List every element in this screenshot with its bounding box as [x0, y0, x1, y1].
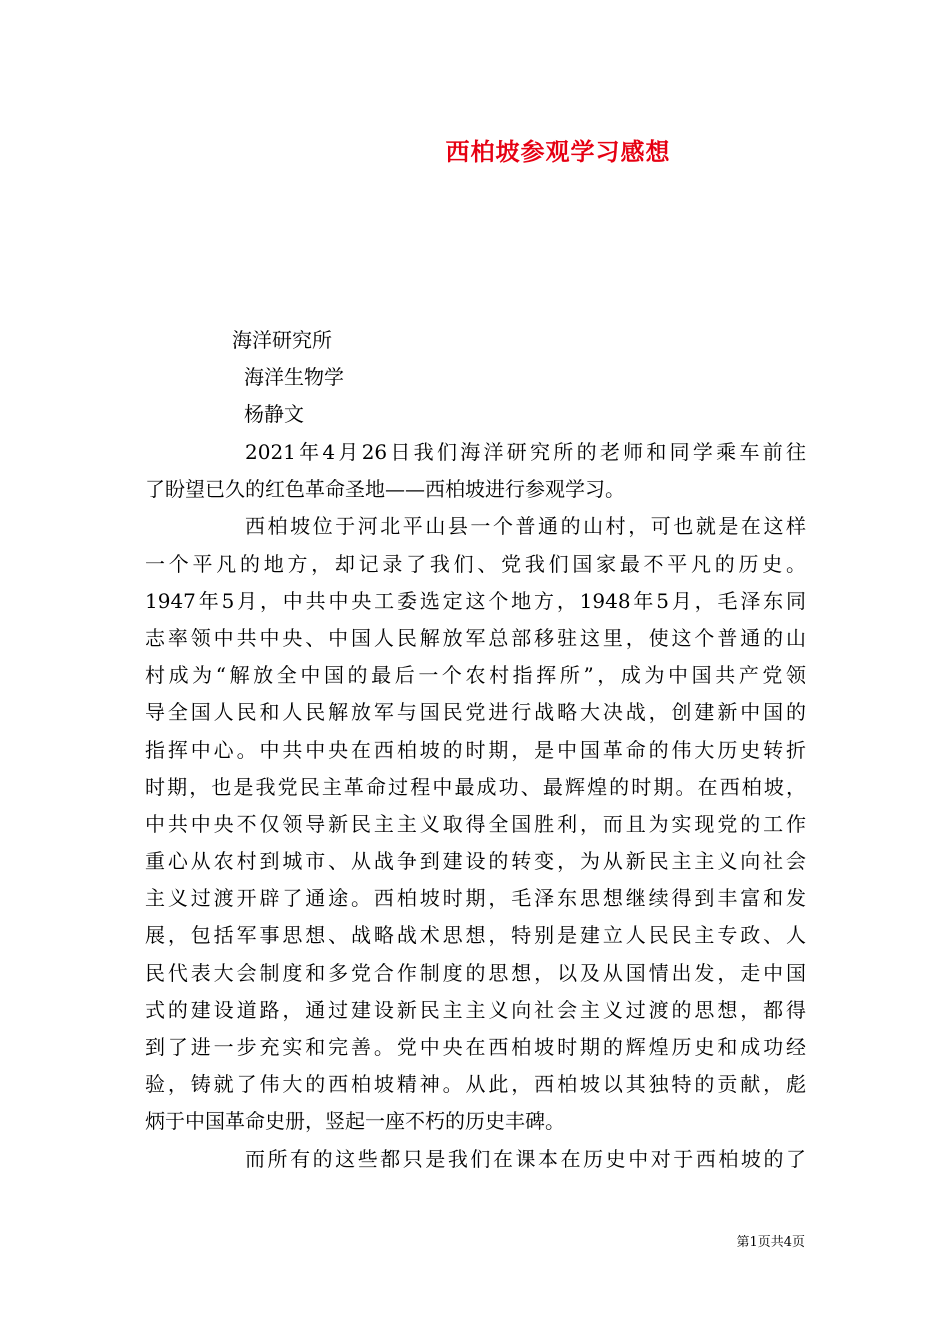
paragraph-2-line-6: 导全国人民和人民解放军与国民党进行战略大决战，创建新中国的 — [145, 700, 806, 725]
paragraph-1-line-1: 2021年4月26日我们海洋研究所的老师和同学乘车前往 — [245, 440, 806, 464]
paragraph-2-line-14: 式的建设道路，通过建设新民主主义向社会主义过渡的思想，都得 — [145, 997, 806, 1022]
paragraph-2-line-11: 主义过渡开辟了通途。西柏坡时期，毛泽东思想继续得到丰富和发 — [145, 886, 806, 911]
body-text — [145, 434, 806, 1178]
document-title: 西柏坡参观学习感想 — [445, 137, 671, 166]
paragraph-2-line-16: 验，铸就了伟大的西柏坡精神。从此，西柏坡以其独特的贡献，彪 — [145, 1072, 806, 1097]
department-line: 海洋研究所 — [232, 328, 332, 352]
paragraph-2-line-10: 重心从农村到城市、从战争到建设的转变，为从新民主主义向社会 — [145, 849, 806, 874]
paragraph-1-line-2: 了盼望已久的红色革命圣地——西柏坡进行参观学习。 — [145, 477, 625, 502]
paragraph-2-line-9: 中共中央不仅领导新民主主义取得全国胜利，而且为实现党的工作 — [145, 811, 806, 836]
page-number-footer: 第1页共4页 — [736, 1235, 805, 1250]
paragraph-2-line-4: 志率领中共中央、中国人民解放军总部移驻这里，使这个普通的山 — [145, 625, 806, 650]
paragraph-2-line-2: 一个平凡的地方，却记录了我们、党我们国家最不平凡的历史。 — [145, 551, 806, 576]
paragraph-2-line-17: 炳于中国革命史册，竖起一座不朽的历史丰碑。 — [145, 1109, 565, 1134]
paragraph-2-line-15: 到了进一步充实和完善。党中央在西柏坡时期的辉煌历史和成功经 — [145, 1035, 806, 1059]
paragraph-2-line-13: 民代表大会制度和多党合作制度的思想，以及从国情出发，走中国 — [145, 960, 806, 985]
major-line: 海洋生物学 — [244, 365, 344, 389]
paragraph-2-line-12: 展，包括军事思想、战略战术思想，特别是建立人民民主专政、人 — [145, 923, 806, 948]
paragraph-2-line-7: 指挥中心。中共中央在西柏坡的时期，是中国革命的伟大历史转折 — [145, 737, 806, 762]
paragraph-3-line-1: 而所有的这些都只是我们在课本在历史中对于西柏坡的了 — [245, 1146, 806, 1171]
paragraph-2-line-8: 时期，也是我党民主革命过程中最成功、最辉煌的时期。在西柏坡， — [145, 774, 806, 799]
paragraph-2-line-1: 西柏坡位于河北平山县一个普通的山村，可也就是在这样 — [245, 514, 806, 539]
paragraph-2-line-3: 1947年5月，中共中央工委选定这个地方，1948年5月，毛泽东同 — [145, 588, 806, 613]
paragraph-2-line-5: 村成为“解放全中国的最后一个农村指挥所”，成为中国共产党领 — [145, 663, 806, 688]
author-line: 杨静文 — [244, 402, 304, 426]
